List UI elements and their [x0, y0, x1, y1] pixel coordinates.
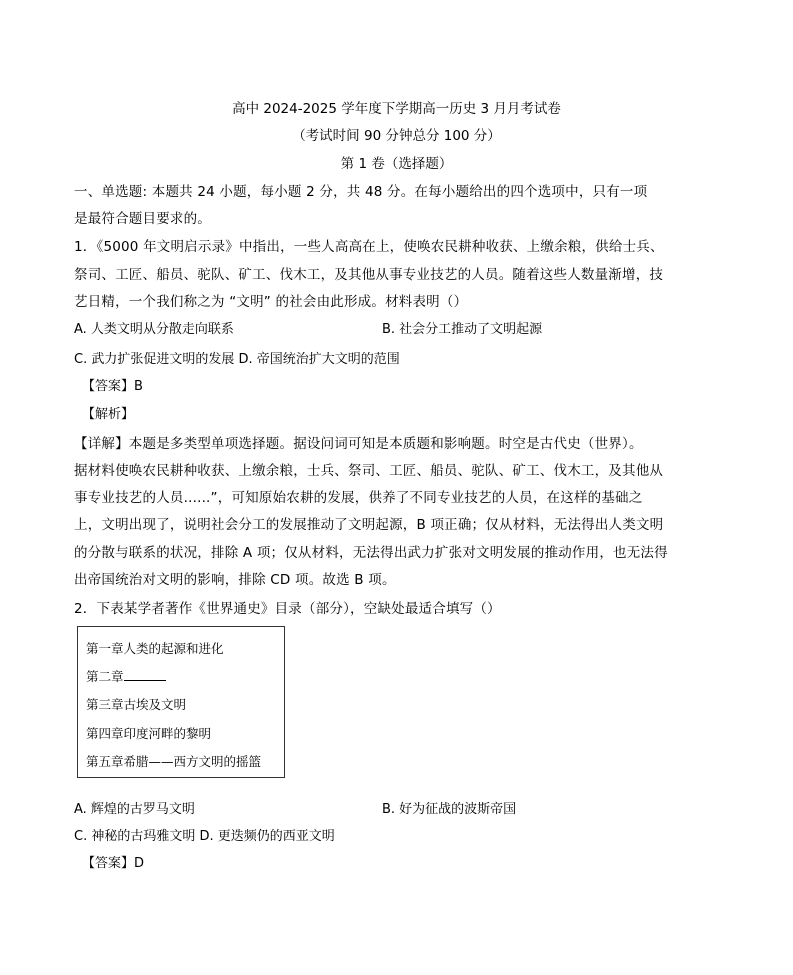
q2-stem: 2．下表某学者著作《世界通史》目录（部分），空缺处最适合填写（）: [74, 601, 501, 617]
toc-item-5: 第五章希腊——西方文明的摇篮: [86, 754, 262, 769]
q1-detail-line-6: 出帝国统治对文明的影响，排除 CD 项。故选 B 项。: [74, 572, 396, 588]
q1-stem-line-1: 1．《5000 年文明启示录》中指出，一些人高高在上，使唤农民耕种收获、上缴余粮，供给士兵、: [74, 239, 664, 255]
q1-option-b: B. 社会分工推动了文明起源: [382, 322, 543, 337]
toc-item-3: 第三章古埃及文明: [86, 697, 187, 712]
q2-answer: 【答案】D: [82, 856, 145, 871]
q2-option-cd: C. 神秘的古玛雅文明 D. 更迭频仍的西亚文明: [74, 829, 335, 844]
toc-item-2: [86, 667, 166, 685]
instructions-line-2: 是最符合题目要求的。: [74, 211, 211, 227]
exam-subtitle: （考试时间 90 分钟总分 100 分）: [292, 128, 501, 144]
q1-analysis-label: 【解析】: [82, 407, 135, 422]
q1-detail-line-5: 的分散与联系的状况，排除 A 项；仅从材料，无法得出武力扩张对文明发展的推动作用，也无法得: [74, 545, 668, 561]
toc-item-1: 第一章人类的起源和进化: [86, 641, 224, 656]
q1-detail-line-1: 【详解】本题是多类型单项选择题。据设问词可知是本质题和影响题。时空是古代史（世界）。: [74, 436, 643, 452]
q1-detail-line-3: 事专业技艺的人员......”，可知原始农耕的发展，供养了不同专业技艺的人员，在这样的基础之: [74, 490, 643, 506]
section-heading: 第 1 卷（选择题）: [340, 156, 453, 172]
q1-stem-line-3: 艺日精，一个我们称之为 “文明” 的社会由此形成。材料表明（）: [74, 294, 468, 310]
q2-option-a: A. 辉煌的古罗马文明: [74, 802, 195, 817]
toc-item-2-label: 第二章: [86, 669, 124, 684]
q1-option-cd: C. 武力扩张促进文明的发展 D. 帝国统治扩大文明的范围: [74, 352, 400, 367]
toc-table: [77, 626, 285, 778]
toc-item-4: 第四章印度河畔的黎明: [86, 726, 212, 741]
instructions-line-1: 一、单选题: 本题共 24 小题，每小题 2 分，共 48 分。在每小题给出的四个选项中，只有一项: [74, 184, 648, 200]
exam-title: 高中 2024-2025 学年度下学期高一历史 3 月月考试卷: [232, 101, 561, 117]
q1-detail-line-2: 据材料使唤农民耕种收获、上缴余粮，士兵、祭司、工匠、船员、驼队、矿工、伐木工，及其他从: [74, 463, 664, 479]
toc-blank: [124, 670, 166, 681]
q1-stem-line-2: 祭司、工匠、船员、驼队、矿工、伐木工，及其他从事专业技艺的人员。随着这些人数量渐增，技: [74, 267, 664, 283]
q2-option-b: B. 好为征战的波斯帝国: [382, 802, 517, 817]
q1-answer: 【答案】B: [82, 379, 143, 394]
q1-option-a: A. 人类文明从分散走向联系: [74, 322, 234, 337]
q1-detail-line-4: 上，文明出现了，说明社会分工的发展推动了文明起源，B 项正确；仅从材料，无法得出人类文明: [74, 517, 664, 533]
